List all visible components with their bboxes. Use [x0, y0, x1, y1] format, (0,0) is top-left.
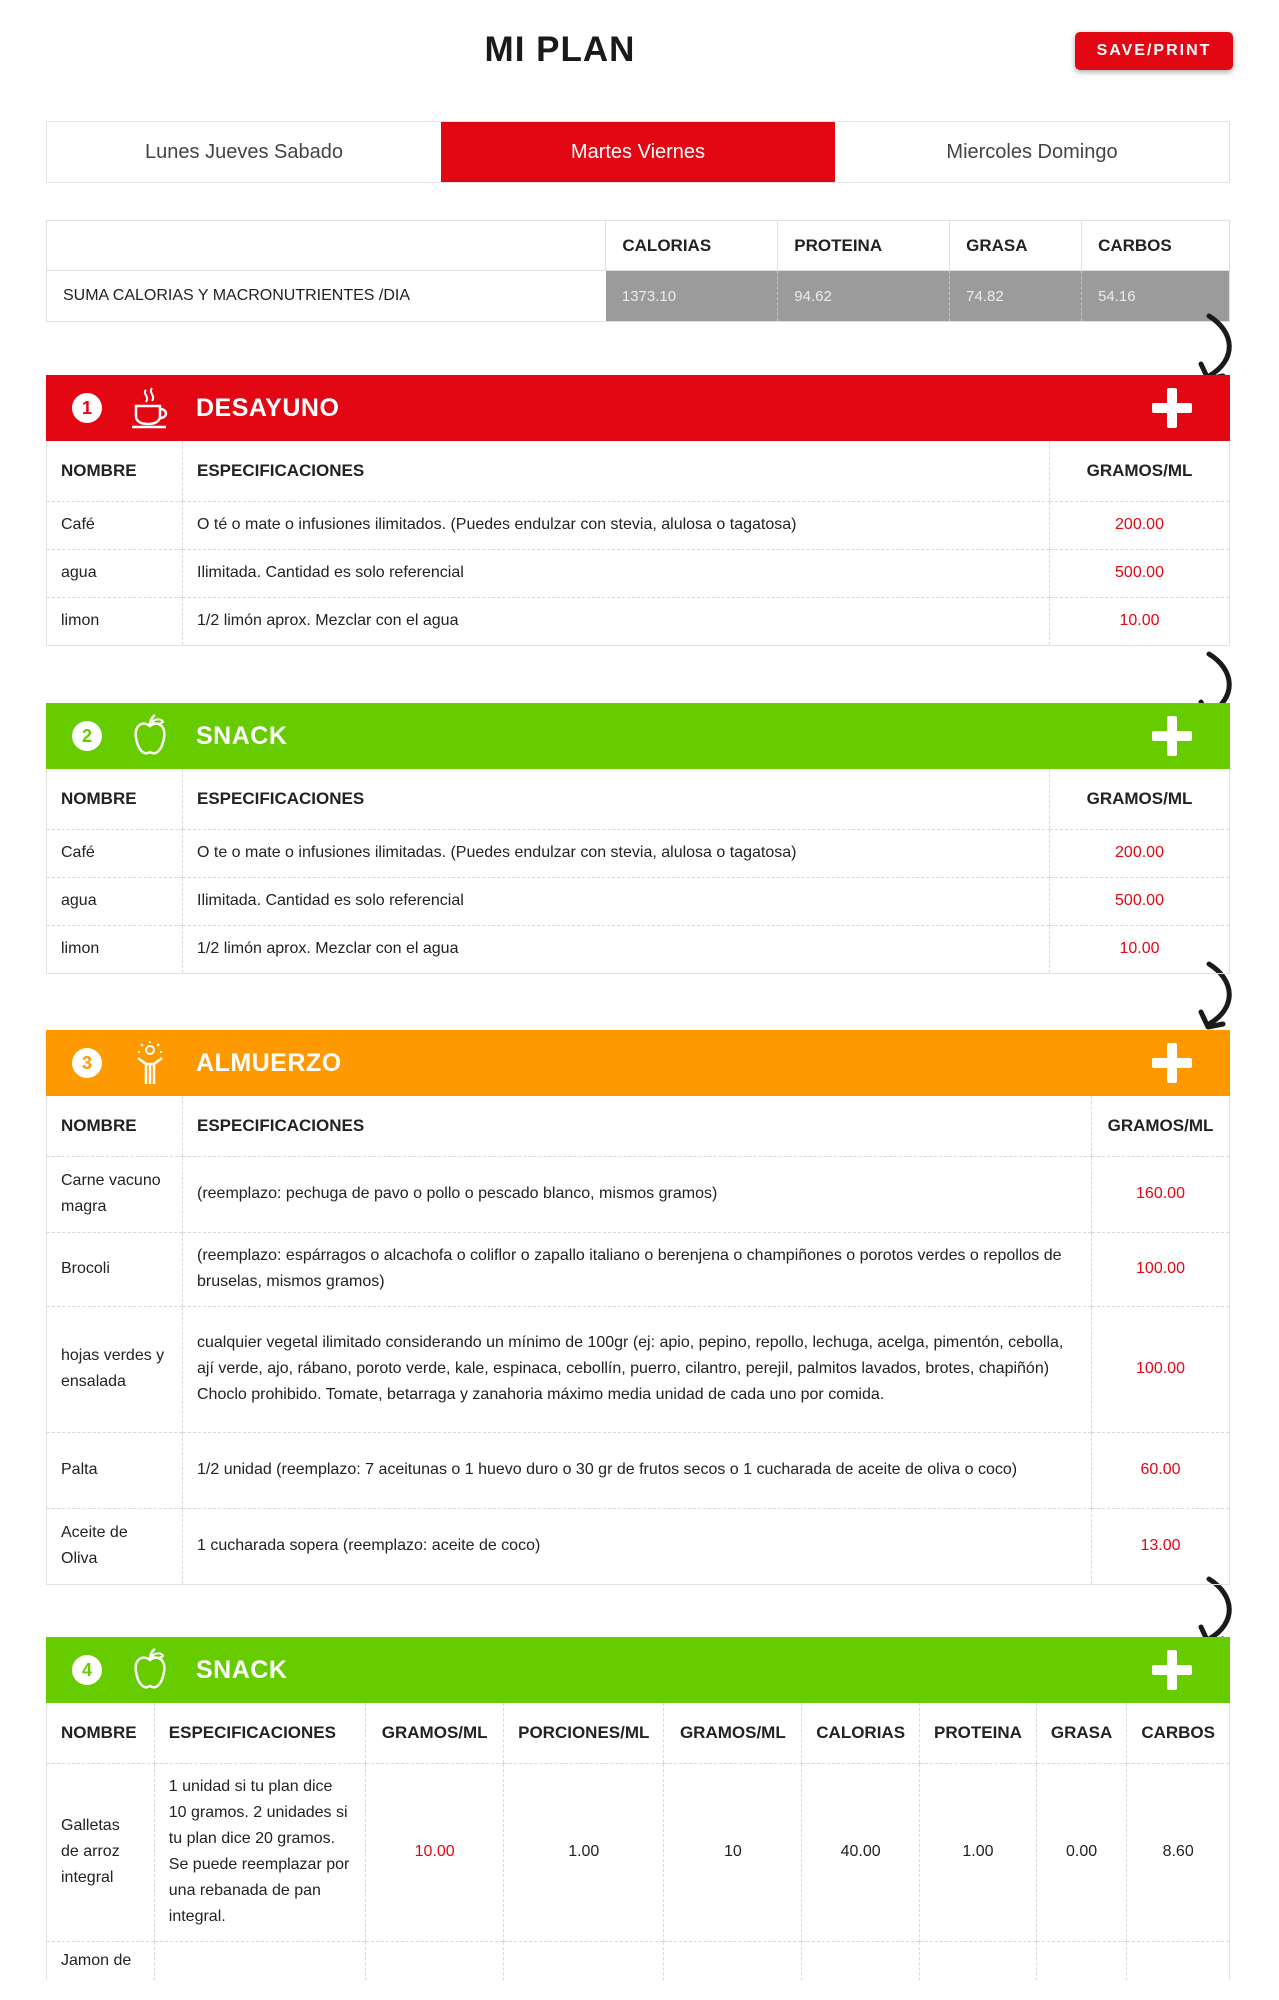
meal-desayuno: [46, 375, 1230, 646]
food-fat: [1036, 1941, 1126, 1980]
summary-header-grasa: GRASA: [950, 221, 1082, 271]
page-title: MI PLAN: [484, 30, 636, 69]
add-food-button[interactable]: [1152, 388, 1192, 428]
food-spec: cualquier vegetal ilimitado considerando un mínimo de 100gr (ej: apio, pepino, repollo, lechuga, acelga, pimentón, cebolla, ají verde, ajo, rábano, poroto verde, kale, espinaca, cebollín, puerro, cilantro, perejil, palmitos lavados, brotes, chapiñón) Choclo prohibido. Tomate, betarraga y zanahoria máximo media unidad de cada uno por comida.: [183, 1306, 1092, 1432]
col-gramos: GRAMOS/ML: [366, 1703, 504, 1763]
table-row: [47, 1306, 1230, 1432]
meal-header: [46, 375, 1230, 441]
tab-martes-viernes[interactable]: Martes Viernes: [441, 122, 835, 182]
meal-header: [46, 703, 1230, 769]
summary-label: SUMA CALORIAS Y MACRONUTRIENTES /DIA: [47, 271, 606, 322]
food-grams: [366, 1941, 504, 1980]
food-grams: 160.00: [1092, 1156, 1230, 1232]
col-nombre: NOMBRE: [47, 1096, 183, 1156]
meal-name: ALMUERZO: [196, 1048, 342, 1077]
sun-person-icon: [128, 1040, 172, 1086]
food-grams: 500.00: [1050, 877, 1230, 925]
meal-number: 3: [72, 1048, 102, 1078]
food-name: agua: [47, 549, 183, 597]
save-print-button[interactable]: SAVE/PRINT: [1075, 32, 1233, 70]
meal-number: 1: [72, 393, 102, 423]
food-name: Brocoli: [47, 1232, 183, 1306]
food-name: Jamon de: [47, 1941, 155, 1980]
food-name: Carne vacuno magra: [47, 1156, 183, 1232]
food-grams: 13.00: [1092, 1508, 1230, 1584]
food-grams: 500.00: [1050, 549, 1230, 597]
col-calorias: CALORIAS: [802, 1703, 920, 1763]
col-especificaciones: ESPECIFICACIONES: [183, 769, 1050, 829]
food-calories: [802, 1941, 920, 1980]
summary-header-calorias: CALORIAS: [606, 221, 778, 271]
food-name: Café: [47, 829, 183, 877]
food-protein: 1.00: [920, 1763, 1037, 1941]
day-tabs: [46, 121, 1230, 183]
food-spec: (reemplazo: pechuga de pavo o pollo o pescado blanco, mismos gramos): [183, 1156, 1092, 1232]
table-row: [47, 549, 1230, 597]
food-spec: 1 unidad si tu plan dice 10 gramos. 2 unidades si tu plan dice 20 gramos. Se puede reemplazar por una rebanada de pan integral.: [154, 1763, 365, 1941]
food-spec: [154, 1941, 365, 1980]
col-nombre: NOMBRE: [47, 769, 183, 829]
tab-miercoles-domingo[interactable]: Miercoles Domingo: [835, 122, 1229, 182]
col-carbos: CARBOS: [1127, 1703, 1230, 1763]
meal-number: 2: [72, 721, 102, 751]
summary-carbos: 54.16: [1082, 271, 1230, 322]
meal-header: [46, 1030, 1230, 1096]
food-carbs: 8.60: [1127, 1763, 1230, 1941]
food-spec: O te o mate o infusiones ilimitadas. (Puedes endulzar con stevia, alulosa o tagatosa): [183, 829, 1050, 877]
add-food-button[interactable]: [1152, 1043, 1192, 1083]
col-porciones: PORCIONES/ML: [504, 1703, 664, 1763]
food-name: Café: [47, 501, 183, 549]
meal-table: [46, 1703, 1230, 1980]
table-row: [47, 925, 1230, 973]
food-portions: [504, 1941, 664, 1980]
food-grams-2: [664, 1941, 802, 1980]
meal-name: SNACK: [196, 1655, 288, 1684]
food-spec: 1 cucharada sopera (reemplazo: aceite de coco): [183, 1508, 1092, 1584]
food-name: Aceite de Oliva: [47, 1508, 183, 1584]
meal-name: SNACK: [196, 721, 288, 750]
food-grams: 10.00: [1050, 925, 1230, 973]
food-name: agua: [47, 877, 183, 925]
meal-name: DESAYUNO: [196, 393, 340, 422]
food-spec: 1/2 limón aprox. Mezclar con el agua: [183, 597, 1050, 645]
meal-table: [46, 1096, 1230, 1585]
food-grams: 60.00: [1092, 1432, 1230, 1508]
food-name: limon: [47, 597, 183, 645]
meal-table: [46, 769, 1230, 974]
summary-header-proteina: PROTEINA: [778, 221, 950, 271]
summary-proteina: 94.62: [778, 271, 950, 322]
add-food-button[interactable]: [1152, 1650, 1192, 1690]
summary-calorias: 1373.10: [606, 271, 778, 322]
apple-icon: [128, 1647, 172, 1693]
table-row: [47, 1508, 1230, 1584]
summary-table: [46, 220, 1230, 322]
col-especificaciones: ESPECIFICACIONES: [183, 441, 1050, 501]
col-proteina: PROTEINA: [920, 1703, 1037, 1763]
food-name: limon: [47, 925, 183, 973]
food-fat: 0.00: [1036, 1763, 1126, 1941]
food-grams: 100.00: [1092, 1306, 1230, 1432]
col-gramos: GRAMOS/ML: [1050, 769, 1230, 829]
summary-grasa: 74.82: [950, 271, 1082, 322]
table-row: [47, 1432, 1230, 1508]
meal-header: [46, 1637, 1230, 1703]
food-name: Galletas de arroz integral: [47, 1763, 155, 1941]
food-spec: Ilimitada. Cantidad es solo referencial: [183, 877, 1050, 925]
food-grams: 100.00: [1092, 1232, 1230, 1306]
summary-header-carbos: CARBOS: [1082, 221, 1230, 271]
food-calories: 40.00: [802, 1763, 920, 1941]
add-food-button[interactable]: [1152, 716, 1192, 756]
meal-snack-2: [46, 1637, 1230, 1980]
col-especificaciones: ESPECIFICACIONES: [183, 1096, 1092, 1156]
table-row: [47, 1763, 1230, 1941]
food-grams: 10.00: [1050, 597, 1230, 645]
col-nombre: NOMBRE: [47, 1703, 155, 1763]
food-grams: 200.00: [1050, 501, 1230, 549]
summary-header-empty: [47, 221, 606, 271]
meal-number: 4: [72, 1655, 102, 1685]
col-gramos-2: GRAMOS/ML: [664, 1703, 802, 1763]
col-grasa: GRASA: [1036, 1703, 1126, 1763]
food-spec: O té o mate o infusiones ilimitados. (Puedes endulzar con stevia, alulosa o tagatosa): [183, 501, 1050, 549]
food-spec: Ilimitada. Cantidad es solo referencial: [183, 549, 1050, 597]
food-portions: 1.00: [504, 1763, 664, 1941]
col-gramos: GRAMOS/ML: [1050, 441, 1230, 501]
food-grams: 10.00: [366, 1763, 504, 1941]
table-row: [47, 877, 1230, 925]
meal-table: [46, 441, 1230, 646]
table-row: [47, 1941, 1230, 1980]
food-grams: 200.00: [1050, 829, 1230, 877]
col-nombre: NOMBRE: [47, 441, 183, 501]
food-carbs: [1127, 1941, 1230, 1980]
coffee-cup-icon: [128, 385, 172, 431]
food-name: hojas verdes y ensalada: [47, 1306, 183, 1432]
food-spec: 1/2 limón aprox. Mezclar con el agua: [183, 925, 1050, 973]
food-spec: (reemplazo: espárragos o alcachofa o coliflor o zapallo italiano o berenjena o champiñones o porotos verdes o repollos de bruselas, mismos gramos): [183, 1232, 1092, 1306]
table-row: [47, 597, 1230, 645]
table-row: [47, 1232, 1230, 1306]
table-row: [47, 1156, 1230, 1232]
col-gramos: GRAMOS/ML: [1092, 1096, 1230, 1156]
col-especificaciones: ESPECIFICACIONES: [154, 1703, 365, 1763]
tab-lunes-jueves-sabado[interactable]: Lunes Jueves Sabado: [47, 122, 441, 182]
food-protein: [920, 1941, 1037, 1980]
meal-almuerzo: [46, 1030, 1230, 1585]
table-row: [47, 829, 1230, 877]
meal-snack: [46, 703, 1230, 974]
food-grams-2: 10: [664, 1763, 802, 1941]
table-row: [47, 501, 1230, 549]
food-spec: 1/2 unidad (reemplazo: 7 aceitunas o 1 huevo duro o 30 gr de frutos secos o 1 cucharada de aceite de oliva o coco): [183, 1432, 1092, 1508]
food-name: Palta: [47, 1432, 183, 1508]
apple-icon: [128, 713, 172, 759]
